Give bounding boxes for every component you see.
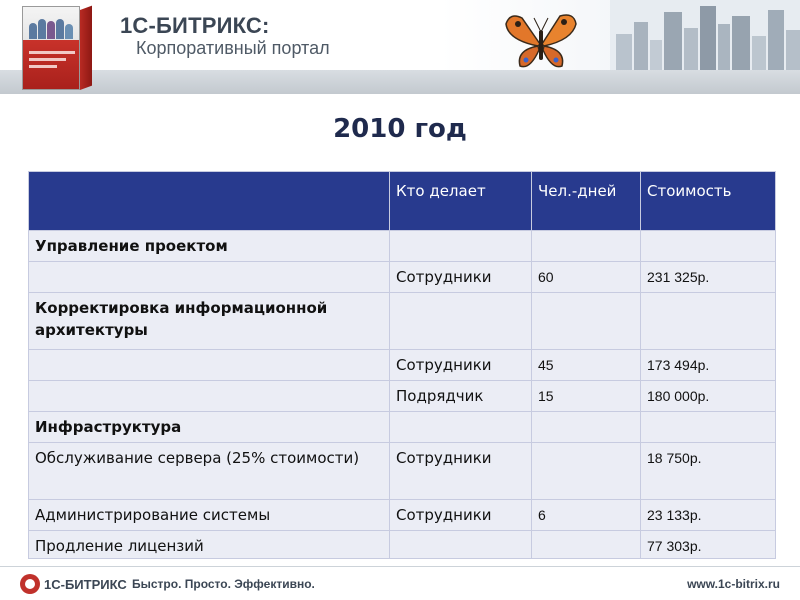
brand-subtitle: Корпоративный портал <box>136 38 330 58</box>
header <box>0 0 800 98</box>
cell-performer: Подрядчик <box>390 381 532 412</box>
page-title: 2010 год <box>333 114 467 144</box>
people-icon <box>29 19 75 39</box>
product-box-face <box>22 6 80 90</box>
cell-man-days <box>532 443 641 500</box>
footer-brand: 1С-БИТРИКС <box>44 576 127 592</box>
cell-cost <box>641 231 776 262</box>
cell-task: Управление проектом <box>29 231 390 262</box>
footer-url: www.1c-bitrix.ru <box>687 577 780 591</box>
cell-cost: 231 325р. <box>641 262 776 293</box>
table-row <box>29 531 776 559</box>
footer-divider <box>0 566 800 567</box>
cell-performer: Сотрудники <box>390 350 532 381</box>
cell-cost: 18 750р. <box>641 443 776 500</box>
table-row <box>29 500 776 531</box>
cell-task: Администрирование системы <box>29 500 390 531</box>
cell-performer <box>390 231 532 262</box>
cell-task <box>29 350 390 381</box>
table-row <box>29 262 776 293</box>
cell-task: Корректировка информационной архитектуры <box>29 293 390 350</box>
cell-task <box>29 381 390 412</box>
cell-man-days: 60 <box>532 262 641 293</box>
cell-man-days: 6 <box>532 500 641 531</box>
cell-man-days <box>532 231 641 262</box>
cell-man-days <box>532 531 641 559</box>
box-text-lines <box>29 51 75 72</box>
cell-man-days: 45 <box>532 350 641 381</box>
product-box-side <box>80 6 92 90</box>
cell-task: Продление лицензий <box>29 531 390 559</box>
bitrix-logo-icon <box>20 574 40 594</box>
cell-cost <box>641 293 776 350</box>
table-row <box>29 350 776 381</box>
table-header-row <box>29 172 776 231</box>
table-row <box>29 443 776 500</box>
footer-slogan: Быстро. Просто. Эффективно. <box>132 577 315 591</box>
cell-task: Обслуживание сервера (25% стоимости) <box>29 443 390 500</box>
cell-cost <box>641 412 776 443</box>
cell-performer <box>390 412 532 443</box>
cell-cost: 173 494р. <box>641 350 776 381</box>
city-skyline-image <box>610 0 800 70</box>
table-row <box>29 381 776 412</box>
column-header-performer: Кто делает <box>390 172 532 231</box>
cell-man-days: 15 <box>532 381 641 412</box>
table-row <box>29 231 776 262</box>
header-band <box>0 70 800 94</box>
cell-task <box>29 262 390 293</box>
footer-logo <box>20 573 127 595</box>
cell-performer: Сотрудники <box>390 262 532 293</box>
product-box-image <box>22 6 92 90</box>
cell-performer: Сотрудники <box>390 443 532 500</box>
cell-man-days <box>532 412 641 443</box>
butterfly-icon <box>504 10 578 72</box>
cell-cost: 180 000р. <box>641 381 776 412</box>
brand-title: 1С-БИТРИКС: <box>120 13 270 38</box>
footer <box>0 566 800 600</box>
table-row <box>29 293 776 350</box>
cell-cost: 23 133р. <box>641 500 776 531</box>
column-header-man-days: Чел.-дней <box>532 172 641 231</box>
cell-task: Инфраструктура <box>29 412 390 443</box>
cell-man-days <box>532 293 641 350</box>
column-header-cost: Стоимость <box>641 172 776 231</box>
cell-cost: 77 303р. <box>641 531 776 559</box>
cell-performer: Сотрудники <box>390 500 532 531</box>
column-header-task <box>29 172 390 231</box>
cost-table <box>28 171 776 559</box>
table-row <box>29 412 776 443</box>
cell-performer <box>390 531 532 559</box>
cell-performer <box>390 293 532 350</box>
